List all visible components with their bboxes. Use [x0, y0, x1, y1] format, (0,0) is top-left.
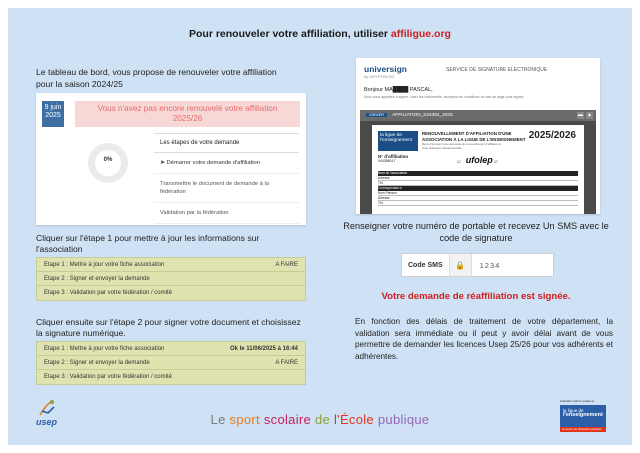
- ligue-logo: [560, 400, 606, 438]
- ufolep-logo: ufolep: [465, 155, 493, 165]
- signed-message: Votre demande de réaffiliation est signée.: [381, 291, 571, 302]
- logo-sub: by CRYPTOLOG: [364, 74, 395, 79]
- doc-year: 2025/2026: [528, 130, 576, 141]
- dashboard-card: [36, 93, 306, 225]
- ligue-doc-logo: la ligue de l'enseignement: [378, 131, 418, 151]
- table-row[interactable]: [37, 370, 305, 384]
- row-label: Etape 1 : Mettre à jour votre fiche association: [44, 346, 165, 352]
- universign-logo: [364, 64, 407, 79]
- greeting: [364, 87, 524, 99]
- title-text: Pour renouveler votre affiliation, utiliser: [189, 28, 388, 40]
- renewal-alert: [75, 101, 300, 127]
- table-row[interactable]: [37, 272, 305, 286]
- download-icon[interactable]: ▬: [578, 112, 583, 118]
- doc-field: Nom de l'association: [378, 171, 578, 176]
- sms-code-label: Code SMS: [402, 254, 450, 276]
- ligue-bottom: un avenir par l'éducation populaire: [560, 427, 606, 432]
- doc-title-line2: ASSOCIATION À LA LIGUE DE L'ENSEIGNEMENT: [422, 136, 526, 142]
- print-icon[interactable]: ▲: [587, 112, 592, 118]
- document-name: AFFILIATION_534384_2025: [392, 113, 453, 118]
- step-start-request[interactable]: ➤ Démarrer votre demande d'affiliation: [154, 153, 299, 174]
- row-label: Etape 3 : Validation par votre fédération / comité: [44, 290, 172, 296]
- row-label: Etape 2 : Signer et envoyer la demande: [44, 360, 150, 366]
- service-title: SERVICE DE SIGNATURE ELECTRONIQUE: [446, 67, 548, 73]
- greeting-sub: Vous vous apprêtez à signer. Lisez les documents, acceptez les conditions en bas de page puis signez.: [364, 95, 525, 99]
- lock-icon: 🔒: [450, 254, 472, 276]
- slogan-word: de: [314, 412, 331, 427]
- step-transmit-document[interactable]: Transmettre le document de demande à la fédération: [154, 174, 299, 203]
- validation-paragraph: En fonction des délais de traitement de votre département, la validation sera immédiate ou il peut y avoir délai avant de vous permettre de demander les licences Usep 25/26 pour vos adhérents et adhérentes.: [355, 317, 613, 361]
- table-row[interactable]: [37, 258, 305, 272]
- doc-fields: [378, 171, 578, 206]
- caption-step2: Cliquer ensuite sur l'étape 2 pour signer votre document et choisissez la signature numérique.: [36, 317, 301, 338]
- row-label: Etape 1 : Mettre à jour votre fiche association: [44, 262, 165, 268]
- row-status: Ok le 11/06/2025 à 16:44: [229, 346, 298, 352]
- doc-federation: ☑ ufolep ☑: [457, 155, 498, 165]
- doc-field: Tél.: [378, 201, 578, 206]
- doc-subtitle: Merci d'envoyer votre demande de renouvellement d'affiliation à votre fédération départementale: [422, 142, 502, 150]
- ligue-box: [560, 405, 606, 427]
- doc-affiliation-number: [378, 154, 408, 163]
- row-label: Etape 3 : Validation par votre fédération / comité: [44, 374, 172, 380]
- alert-line2: 2025/26: [172, 114, 203, 123]
- steps-table-1: [36, 257, 306, 301]
- slogan-word: l'École: [333, 412, 374, 427]
- doc-title: [422, 131, 526, 142]
- table-row[interactable]: [37, 286, 305, 300]
- ligue-main1: la ligue de: [563, 408, 584, 413]
- progress-donut: [88, 143, 128, 183]
- date-badge: [42, 101, 64, 127]
- universign-card: [356, 58, 600, 214]
- ligue-top: Fédération sportive scolaire de: [560, 400, 595, 403]
- document-page: [372, 125, 584, 214]
- slogan-word: Le: [210, 412, 226, 427]
- footer-slogan: [8, 412, 632, 427]
- row-status: A FAIRE: [275, 360, 298, 366]
- naff-label: N° d'affiliation: [378, 154, 409, 159]
- naff-value: 044386017: [378, 159, 396, 163]
- steps-table-2: [36, 341, 306, 385]
- logo-text: universign: [364, 64, 407, 74]
- date-day: 9 juin: [44, 104, 62, 111]
- doc-field: Adresse: [378, 196, 578, 201]
- page: [8, 8, 632, 445]
- doc-field: Tél.: [378, 181, 578, 186]
- page-title: [8, 28, 632, 40]
- ligue-main2: l'enseignement: [563, 412, 603, 418]
- caption-step1: Cliquer sur l'étape 1 pour mettre à jour les informations sur l'association: [36, 233, 260, 254]
- row-status: A FAIRE: [275, 262, 298, 268]
- table-row[interactable]: [37, 342, 305, 356]
- doc-field: Correspondant.e: [378, 186, 578, 191]
- sms-code-input[interactable]: 1234: [479, 260, 501, 270]
- doc-field: Adresse: [378, 176, 578, 181]
- step-validation[interactable]: Validation par la fédération: [154, 203, 299, 224]
- slogan-word: publique: [377, 412, 430, 427]
- slogan-word: scolaire: [263, 412, 312, 427]
- alert-line1: Vous n'avez pas encore renouvelé votre affiliation: [97, 104, 278, 113]
- slogan-word: sport: [229, 412, 260, 427]
- progress-label: 0%: [103, 157, 113, 163]
- doc-title-line1: RENOUVELLEMENT D'AFFILIATION D'UNE: [422, 131, 512, 136]
- doc-field: Nom Prénom: [378, 191, 578, 196]
- row-label: Etape 2 : Signer et envoyer la demande: [44, 276, 150, 282]
- intro-text: Le tableau de bord, vous propose de renouveler votre affiliation pour la saison 2024/25: [36, 67, 277, 89]
- date-year: 2025: [45, 112, 61, 119]
- greeting-text: Bonjour MA████ PASCAL,: [364, 87, 433, 93]
- usep-text: usep: [36, 417, 58, 427]
- steps-panel: [154, 133, 299, 224]
- viewer-tag: VIEWER: [366, 113, 387, 117]
- table-row[interactable]: [37, 356, 305, 370]
- sms-instructions: Renseigner votre numéro de portable et recevez Un SMS avec le code de signature: [343, 221, 609, 243]
- affiligue-link[interactable]: affiligue.org: [390, 28, 451, 40]
- document-viewer-bar: [360, 110, 596, 121]
- steps-header: Les étapes de votre demande: [154, 134, 299, 153]
- sms-code-field[interactable]: [401, 253, 554, 277]
- document-viewer[interactable]: [360, 121, 596, 214]
